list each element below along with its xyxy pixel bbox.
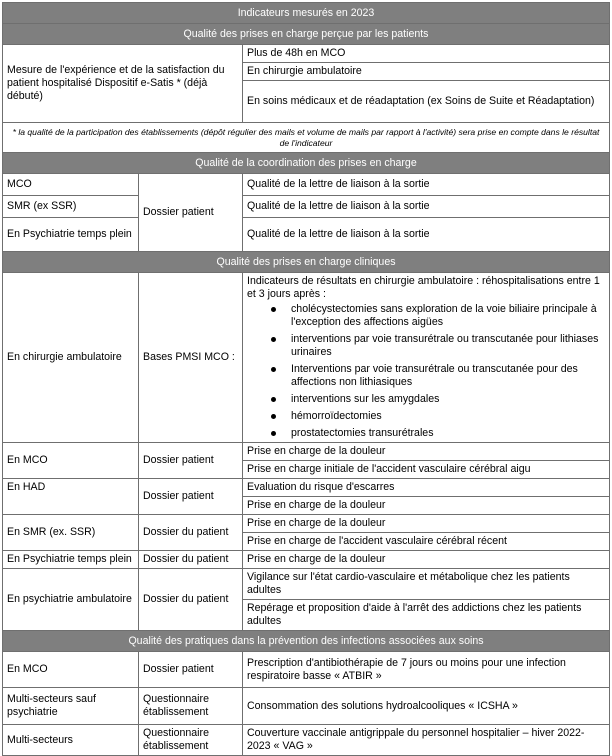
had-indicator: Evaluation du risque d'escarres (243, 479, 610, 497)
had-sector: En HAD (3, 479, 139, 515)
section-header-infections: Qualité des pratiques dans la prévention des infections associées aux soins (3, 631, 610, 652)
esatis-note: * la qualité de la participation des établissements (dépôt régulier des mails et volume de mails par rapport à l'activité) sera prise en compte dans le résultat de l'indicateur (3, 123, 610, 153)
esatis-item: En soins médicaux et de réadaptation (ex Soins de Suite et Réadaptation) (243, 81, 610, 123)
ambulatoire-source: Bases PMSI MCO : (139, 273, 243, 443)
infection-source: Questionnaire établissement (139, 688, 243, 725)
infection-sector: Multi-secteurs sauf psychiatrie (3, 688, 139, 725)
psy-tp-source: Dossier du patient (139, 551, 243, 569)
smr-indicator: Prise en charge de l'accident vasculaire cérébral récent (243, 533, 610, 551)
esatis-item: Plus de 48h en MCO (243, 45, 610, 63)
infection-sector: En MCO (3, 652, 139, 688)
section-header-cliniques: Qualité des prises en charge cliniques (3, 252, 610, 273)
list-item: interventions sur les amygdales (291, 393, 605, 406)
coordination-sector: En Psychiatrie temps plein (3, 218, 139, 252)
esatis-item: En chirurgie ambulatoire (243, 63, 610, 81)
infection-sector: Multi-secteurs (3, 725, 139, 756)
list-item: hémorroïdectomies (291, 410, 605, 423)
infection-source: Dossier patient (139, 652, 243, 688)
coordination-indicator: Qualité de la lettre de liaison à la sortie (243, 196, 610, 218)
ambulatoire-sector: En chirurgie ambulatoire (3, 273, 139, 443)
ambulatoire-bullet-list (247, 303, 605, 440)
mco-source: Dossier patient (139, 443, 243, 479)
list-item: cholécystectomies sans exploration de la voie biliaire principale à l'exception des affections aigües (291, 303, 605, 329)
table-title: Indicateurs mesurés en 2023 (3, 3, 610, 24)
list-item: prostatectomies transurétrales (291, 427, 605, 440)
mco-indicator: Prise en charge de la douleur (243, 443, 610, 461)
ambulatoire-intro: Indicateurs de résultats en chirurgie ambulatoire : réhospitalisations entre 1 et 3 jours après : (247, 275, 600, 300)
smr-indicator: Prise en charge de la douleur (243, 515, 610, 533)
coordination-indicator: Qualité de la lettre de liaison à la sortie (243, 218, 610, 252)
coordination-sector: MCO (3, 174, 139, 196)
coordination-sector: SMR (ex SSR) (3, 196, 139, 218)
list-item: interventions par voie transurétrale ou transcutanée pour lithiases urinaires (291, 333, 605, 359)
smr-sector: En SMR (ex. SSR) (3, 515, 139, 551)
psy-tp-indicator: Prise en charge de la douleur (243, 551, 610, 569)
psy-amb-indicator: Vigilance sur l'état cardio-vasculaire et métabolique chez les patients adultes (243, 569, 610, 600)
psy-amb-sector: En psychiatrie ambulatoire (3, 569, 139, 631)
section-header-coordination: Qualité de la coordination des prises en charge (3, 153, 610, 174)
psy-amb-source: Dossier du patient (139, 569, 243, 631)
had-indicator: Prise en charge de la douleur (243, 497, 610, 515)
had-source: Dossier patient (139, 479, 243, 515)
ambulatoire-indicators (243, 273, 610, 443)
smr-source: Dossier du patient (139, 515, 243, 551)
infection-source: Questionnaire établissement (139, 725, 243, 756)
coordination-indicator: Qualité de la lettre de liaison à la sortie (243, 174, 610, 196)
section-header-percue: Qualité des prises en charge perçue par les patients (3, 24, 610, 45)
infection-indicator: Consommation des solutions hydroalcooliques « ICSHA » (243, 688, 610, 725)
mco-sector: En MCO (3, 443, 139, 479)
psy-amb-indicator: Repérage et proposition d'aide à l'arrêt des addictions chez les patients adultes (243, 600, 610, 631)
list-item: Interventions par voie transurétrale ou transcutanée pour des affections non lithiasiques (291, 363, 605, 389)
coordination-source: Dossier patient (139, 174, 243, 252)
esatis-label: Mesure de l'expérience et de la satisfaction du patient hospitalisé Dispositif e-Satis * (déjà débuté) (3, 45, 243, 123)
infection-indicator: Couverture vaccinale antigrippale du personnel hospitalier – hiver 2022-2023 « VAG » (243, 725, 610, 756)
psy-tp-sector: En Psychiatrie temps plein (3, 551, 139, 569)
mco-indicator: Prise en charge initiale de l'accident vasculaire cérébral aigu (243, 461, 610, 479)
infection-indicator: Prescription d'antibiothérapie de 7 jours ou moins pour une infection respiratoire basse « ATBIR » (243, 652, 610, 688)
indicators-table (2, 2, 610, 756)
